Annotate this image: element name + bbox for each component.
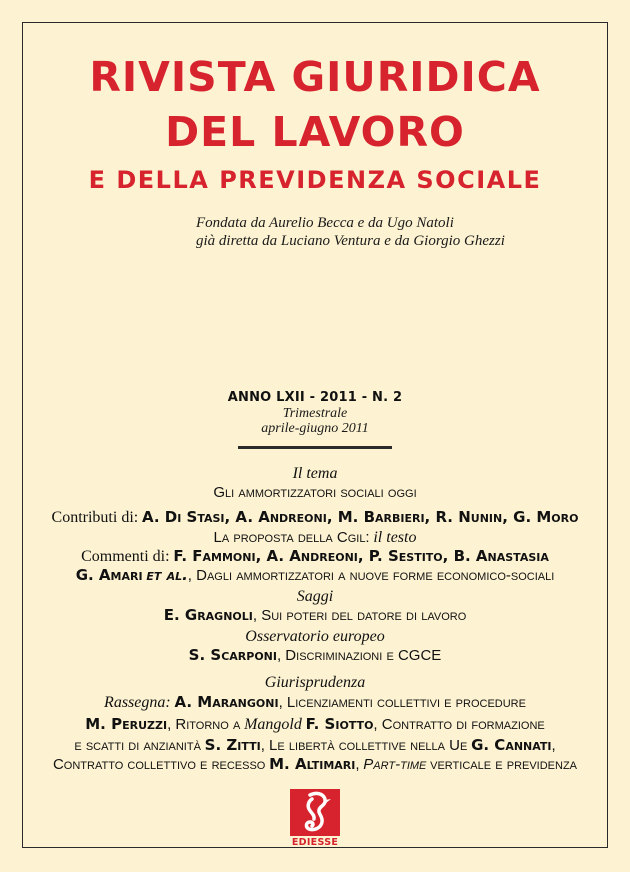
journal-title-line1: RIVISTA GIURIDICA [89, 53, 541, 101]
amari-line [24, 566, 606, 586]
contributi-line [24, 508, 606, 528]
contributi-authors: A. Di Stasi, A. Andreoni, M. Barbieri, R. Nunin, G. Moro [141, 508, 579, 526]
founders-block [196, 214, 596, 250]
issue-number: ANNO LXII - 2011 - N. 2 [227, 390, 403, 405]
article-title-italic: Part-time [363, 756, 427, 773]
commenti-line [24, 547, 606, 567]
proposta-italic: il testo [373, 529, 417, 546]
punctuation: , [551, 737, 556, 754]
publisher-name: EDIESSE [291, 837, 339, 848]
author-name: A. Marangoni [174, 693, 279, 711]
section-tema-heading [24, 464, 606, 484]
section-heading: Saggi [296, 588, 334, 605]
punctuation: , [355, 756, 360, 773]
author-name: E. Gragnoli [163, 606, 253, 624]
juris-line-2 [24, 736, 606, 756]
juris-line-3 [24, 755, 606, 775]
author-name: S. Scarponi [188, 646, 277, 664]
section-heading: Osservatorio europeo [245, 628, 385, 645]
article-title: , Licenziamenti collettivi e procedure [278, 694, 526, 711]
issue-frequency: Trimestrale [282, 406, 348, 421]
founders-line: Fondata da Aurelio Becca e da Ugo Natoli [196, 215, 454, 231]
section-heading: Giurisprudenza [264, 674, 366, 691]
author-name: F. Siotto [305, 715, 374, 733]
article-title: , Discriminazioni e CGCE [276, 647, 442, 664]
directors-line: già diretta da Luciano Ventura e da Giorgio Ghezzi [196, 233, 505, 249]
article-title: , Contratto di formazione [373, 716, 545, 733]
author-name: M. Peruzzi [85, 715, 168, 733]
ediesse-seahorse-icon [290, 789, 340, 836]
contributi-label: Contributi di: [51, 509, 139, 526]
article-title: , Sui poteri del datore di lavoro [252, 607, 467, 624]
section-giurisprudenza-heading [24, 673, 606, 693]
section-saggi-heading [24, 587, 606, 607]
article-title: , Le libertà collettive nella Ue [260, 737, 468, 754]
tema-title [24, 483, 606, 503]
juris-line-1 [24, 715, 606, 735]
issue-period: aprile-giugno 2011 [261, 421, 369, 436]
journal-title-line3: E DELLA PREVIDENZA SOCIALE [88, 166, 542, 194]
rassegna-label: Rassegna: [104, 694, 171, 711]
article-title: verticale e previdenza [430, 756, 578, 773]
article-title: , Dagli ammortizzatori a nuove forme economico-sociali [187, 567, 555, 584]
et-al: et al. [146, 566, 188, 584]
article-title: Gli ammortizzatori sociali oggi [213, 484, 417, 501]
author-name: S. Zitti [204, 736, 261, 754]
article-title-italic: Mangold [244, 716, 302, 733]
section-osservatorio-heading [24, 627, 606, 647]
proposta-text: La proposta della Cgil: [213, 529, 370, 546]
article-title: Contratto collettivo e recesso [52, 756, 266, 773]
author-name: M. Altimari [269, 755, 356, 773]
section-heading: Il tema [292, 465, 338, 482]
publisher-logo [290, 789, 340, 848]
commenti-label: Commenti di: [81, 548, 170, 565]
author-name: G. Amari [75, 566, 143, 584]
commenti-authors: F. Fammoni, A. Andreoni, P. Sestito, B. Anastasia [173, 547, 549, 565]
proposta-line [24, 528, 606, 548]
journal-title-line2: DEL LAVORO [165, 108, 465, 156]
article-title: , Ritorno a [167, 716, 241, 733]
rassegna-line [24, 693, 606, 713]
osservatorio-line [24, 646, 606, 666]
author-name: G. Cannati [471, 736, 552, 754]
article-title: e scatti di anzianità [74, 737, 201, 754]
saggi-line [24, 606, 606, 626]
divider-rule [238, 446, 392, 449]
